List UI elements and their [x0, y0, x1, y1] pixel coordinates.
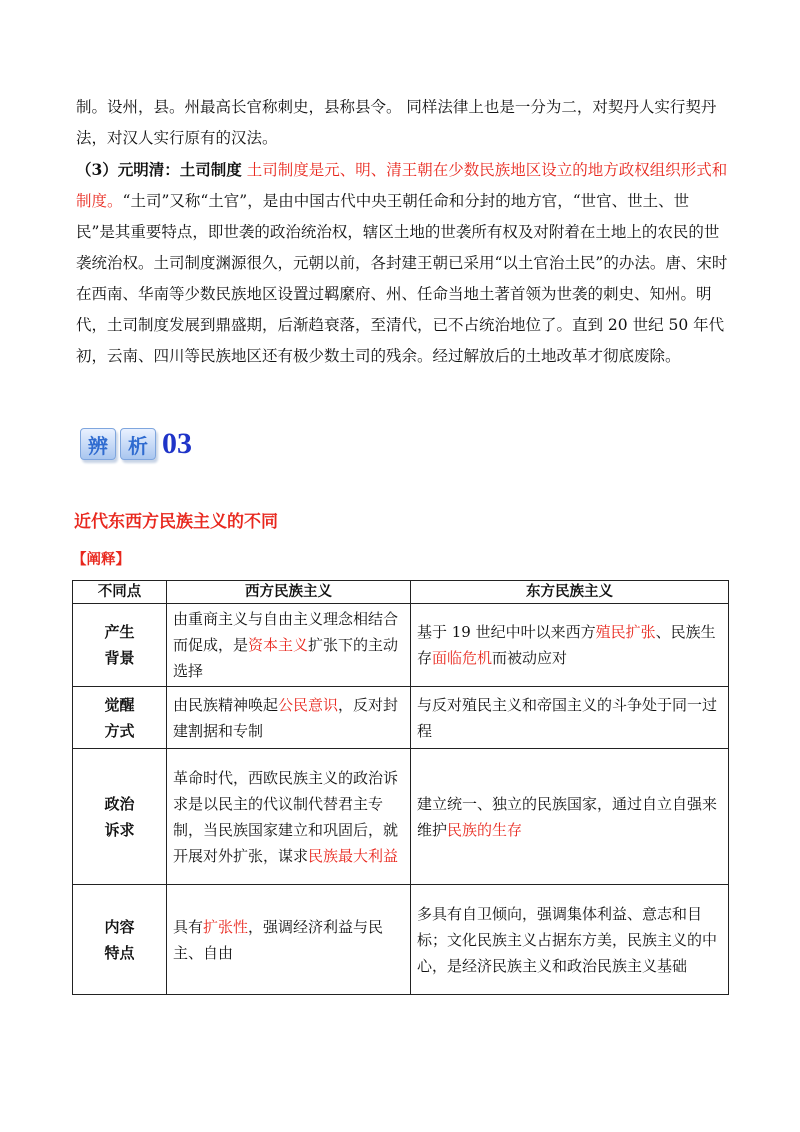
cell-eastern	[411, 687, 729, 749]
header-eastern: 东方民族主义	[411, 581, 729, 604]
badge-number: 03	[162, 427, 192, 460]
row-head: 政治 诉求	[73, 749, 167, 885]
badge-char-1: 辨	[80, 428, 116, 460]
paragraph-tusi-system	[76, 154, 728, 372]
cell-text: 具有	[173, 917, 204, 936]
analysis-badge	[80, 424, 192, 464]
cell-text: 多具有自卫倾向，强调集体利益、意志和目标；文化民族主义占据东方美，民族主义的中心，是经济民族主义和政治民族主义基础	[417, 904, 718, 975]
table-header-row	[73, 581, 729, 604]
highlight-text: 殖民扩张	[595, 623, 656, 641]
highlight-text: 公民意识	[278, 695, 339, 714]
section-title: 近代东西方民族主义的不同	[74, 512, 278, 532]
highlight-text: 资本主义	[248, 636, 309, 654]
row-head: 内容 特点	[73, 885, 167, 995]
cell-text: ，强调经济利益与民主、自由	[173, 917, 384, 962]
highlight-text: 民族最大利益	[308, 846, 399, 865]
cell-western	[167, 687, 411, 749]
cell-eastern	[411, 885, 729, 995]
cell-eastern	[411, 604, 729, 687]
highlight-text: 民族的生存	[447, 820, 523, 839]
header-difference: 不同点	[73, 581, 167, 604]
cell-text: 由民族精神唤起	[173, 695, 279, 714]
table-row	[73, 885, 729, 995]
table-row	[73, 604, 729, 687]
cell-western	[167, 749, 411, 885]
cell-text: 建立统一、独立的民族国家，通过自立自强来维护	[417, 794, 718, 839]
cell-western	[167, 604, 411, 687]
highlight-definition: 土司制度是元、明、清王朝在少数民族地区设立的地方政权组织形式和制度。	[76, 161, 728, 210]
explanation-label: 【阐释】	[72, 552, 130, 568]
table-row	[73, 749, 729, 885]
cell-text: 革命时代，西欧民族主义的政治诉求是以民主的代议制代替君主专制，当民族国家建立和巩固后，就开展对外扩张，谋求	[173, 768, 399, 865]
cell-text: 基于 19 世纪中叶以来西方	[417, 623, 596, 641]
table-row	[73, 687, 729, 749]
cell-text: 而被动应对	[492, 649, 568, 667]
cell-western	[167, 885, 411, 995]
cell-text: 、民族生存	[417, 623, 716, 667]
highlight-text: 扩张性	[203, 917, 249, 936]
highlight-text: 面临危机	[432, 649, 493, 667]
row-head: 觉醒 方式	[73, 687, 167, 749]
row-head: 产生 背景	[73, 604, 167, 687]
paragraph-administration: 制。设州，县。州最高长官称刺史，县称县令。 同样法律上也是一分为二，对契丹人实行契丹法，对汉人实行原有的汉法。	[76, 98, 717, 147]
cell-eastern	[411, 749, 729, 885]
cell-text: 与反对殖民主义和帝国主义的斗争处于同一过程	[417, 695, 718, 740]
cell-text: 由重商主义与自由主义理念相结合而促成，是	[173, 610, 399, 654]
comparison-table	[72, 580, 729, 995]
paragraph-heading: （3）元明清：土司制度	[76, 160, 242, 179]
badge-char-2: 析	[120, 428, 156, 460]
paragraph-body: “土司”又称“土官”，是由中国古代中央王朝任命和分封的地方官，“世官、世土、世民”是其重要特点，即世袭的政治统治权，辖区土地的世袭所有权及对附着在土地上的农民的世袭统治权。土司制度渊源很久，元朝以前，各封建王朝已采用“以土官治土民”的办法。唐、宋时在西南、华南等少数民族地区设置过羁縻府、州、任命当地土著首领为世袭的刺史、知州。明代，土司制度发展到鼎盛期，后渐趋衰落，至清代，已不占统治地位了。直到 20 世纪 50 年代初，云南、四川等民族地区还有极少数土司的残余。经过解放后的土地改革才彻底废除。	[76, 192, 728, 365]
header-western: 西方民族主义	[167, 581, 411, 604]
cell-text: ，反对封建割据和专制	[173, 695, 399, 740]
cell-text: 扩张下的主动选择	[173, 636, 399, 680]
